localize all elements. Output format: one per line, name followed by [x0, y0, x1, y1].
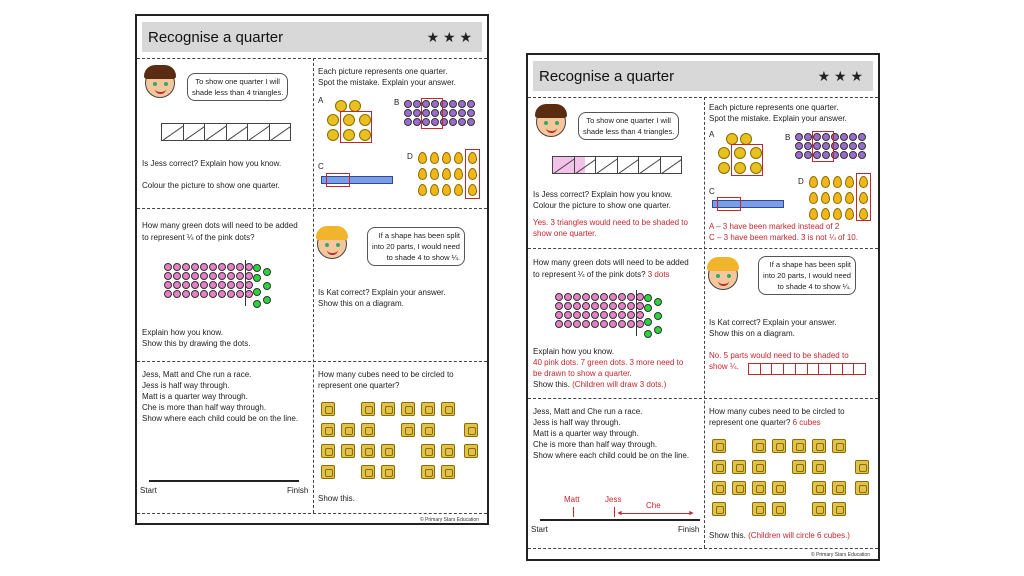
q4-text-1: Is Kat correct? Explain your answer. — [709, 318, 837, 327]
che-marker-label: Che — [646, 501, 661, 510]
q5-text-3: Matt is a quarter way through. — [142, 392, 248, 401]
jess-avatar — [536, 107, 566, 137]
q3-text-4: Show this. (Children will draw 3 dots.) — [533, 380, 667, 389]
q3-text-3: Explain how you know. — [533, 347, 614, 356]
q3-text-2: to represent ¼ of the pink dots? 3 dots — [533, 270, 670, 279]
q5-text-5: Show where each child could be on the line. — [533, 451, 690, 460]
q6-answer-2: (Children will circle 6 cubes.) — [748, 531, 850, 540]
pink-dots — [164, 263, 253, 298]
kat-speech-bubble: If a shape has been split into 20 parts, I would need to shade 4 to show ¼. — [758, 256, 856, 295]
q6-text-1: How many cubes need to be circled to — [318, 370, 454, 379]
q3-text-3: Explain how you know. — [142, 328, 223, 337]
q4-text-2: Show this on a diagram. — [709, 329, 795, 338]
q3-answer: 3 dots — [647, 270, 670, 279]
q5-text-1: Jess, Matt and Che run a race. — [533, 407, 643, 416]
q6-text-1: How many cubes need to be circled to — [709, 407, 845, 416]
q5-text-2: Jess is half way through. — [142, 381, 230, 390]
q4-text-2: Show this on a diagram. — [318, 299, 404, 308]
q2-answer-2: C – 3 have been marked. 3 is not ¼ of 10. — [709, 233, 858, 242]
q6-text-2: represent one quarter? 6 cubes — [709, 418, 821, 427]
triangle-strip — [161, 123, 291, 141]
q6-text-2: represent one quarter? — [318, 381, 400, 390]
race-finish-label: Finish — [287, 486, 309, 495]
worksheet-header — [533, 61, 873, 91]
q1-instruction: Colour the picture to show one quarter. — [533, 201, 671, 210]
q3-answer-3: (Children will draw 3 dots.) — [572, 380, 667, 389]
worksheet-answers: Recognise a quarter ★ ★ ★ To show one quarter I will shade less than 4 triangles. Is Jess correct? Explain how you know. Colour the picture to show one quarter. Yes. 3 triangles would need to be shaded to show one quarter. Each picture represents one quarter. Spot the mistake. Explain your answer. A B C D A – 3 have been marked instead of 2 C – 3 have been marked. 3 is not ¼ of 10. How many green dots will need to be added to represent ¼ of the pink dots? 3 dots Explain how you know. 40 pink dots. 7 green dots. 3 more need to be drawn to show a quarter. Show this. (Children will draw 3 dots.) If a shape has been split into 20 parts, I would need to shade 4 to show ¼. Is Kat correct? Explain your answer. Show this on a diagram. No. 5 parts would need to be shaded to show ¼. Jess, Matt and Che run a race. Jess is half way through. Matt is a quarter way through. Che is more than half way through. Show where each child could be on the line. Matt Jess Che ◄ ► Start Finish How many cubes need to be circled to represent one quarter? 6 cubes Show this. (Children will circle 6 cubes.) © Primary Stars Education — [526, 53, 880, 561]
q2-text-1: Each picture represents one quarter. — [709, 103, 839, 112]
q1-instruction: Colour the picture to show one quarter. — [142, 181, 280, 190]
q3-answer-1: 40 pink dots. 7 green dots. 3 more need to — [533, 358, 684, 367]
kat-avatar — [708, 260, 738, 290]
q1-answer-2: show one quarter. — [533, 229, 597, 238]
q6-text-3: Show this. (Children will circle 6 cubes.) — [709, 531, 850, 540]
jess-speech-bubble: To show one quarter I will shade less than 4 triangles. — [187, 73, 288, 101]
footer-copyright: © Primary Stars Education — [420, 517, 479, 523]
q4-answer-2: show ¼. — [709, 362, 739, 371]
race-start-label: Start — [531, 525, 548, 534]
worksheet-title: Recognise a quarter — [148, 28, 284, 46]
race-line — [540, 519, 700, 521]
difficulty-stars: ★ ★ ★ — [426, 28, 472, 45]
q1-question: Is Jess correct? Explain how you know. — [142, 159, 282, 168]
q4-answer-1: No. 5 parts would need to be shaded to — [709, 351, 849, 360]
picture-d-label: D — [798, 177, 804, 186]
kat-avatar — [317, 229, 347, 259]
q6-answer: 6 cubes — [792, 418, 821, 427]
race-start-label: Start — [140, 486, 157, 495]
jess-avatar — [145, 68, 175, 98]
q2-text-2: Spot the mistake. Explain your answer. — [318, 78, 456, 87]
q5-text-1: Jess, Matt and Che run a race. — [142, 370, 252, 379]
difficulty-stars: ★ ★ ★ — [817, 67, 863, 84]
picture-b-label: B — [394, 98, 400, 107]
twenty-part-diagram — [748, 363, 866, 375]
picture-c-label: C — [318, 162, 324, 171]
worksheet-questions — [135, 14, 489, 525]
q2-answer-1: A – 3 have been marked instead of 2 — [709, 222, 840, 231]
q2-text-2: Spot the mistake. Explain your answer. — [709, 114, 847, 123]
q1-answer-1: Yes. 3 triangles would need to be shaded to — [533, 218, 688, 227]
pink-dots — [555, 293, 644, 328]
triangle-strip-shaded — [552, 156, 682, 174]
q3-text-2: to represent ¼ of the pink dots? — [142, 233, 255, 242]
q2-text-1: Each picture represents one quarter. — [318, 67, 448, 76]
picture-b-label: B — [785, 133, 791, 142]
q5-text-3: Matt is a quarter way through. — [533, 429, 639, 438]
q5-text-4: Che is more than half way through. — [533, 440, 658, 449]
q3-answer-2: be drawn to show a quarter. — [533, 369, 632, 378]
worksheet-header — [142, 22, 482, 52]
jess-speech-bubble: To show one quarter I will shade less than 4 triangles. — [578, 112, 679, 140]
q5-text-4: Che is more than half way through. — [142, 403, 267, 412]
picture-a-label: A — [709, 130, 715, 139]
q6-text-3: Show this. — [318, 494, 355, 503]
worksheet-title: Recognise a quarter — [539, 67, 675, 85]
q5-text-5: Show where each child could be on the line. — [142, 414, 299, 423]
race-line — [149, 480, 299, 482]
matt-marker-label: Matt — [564, 495, 580, 504]
q5-text-2: Jess is half way through. — [533, 418, 621, 427]
race-finish-label: Finish — [678, 525, 700, 534]
q3-text-4: Show this by drawing the dots. — [142, 339, 251, 348]
q3-text-1: How many green dots will need to be added — [142, 221, 298, 230]
kat-speech-bubble: If a shape has been split into 20 parts, I would need to shade 4 to show ¼. — [367, 227, 465, 266]
picture-c-label: C — [709, 187, 715, 196]
picture-d-label: D — [407, 152, 413, 161]
q4-text-1: Is Kat correct? Explain your answer. — [318, 288, 446, 297]
jess-marker-label: Jess — [605, 495, 622, 504]
q1-question: Is Jess correct? Explain how you know. — [533, 190, 673, 199]
q3-text-1: How many green dots will need to be added — [533, 258, 689, 267]
picture-a-label: A — [318, 96, 324, 105]
footer-copyright: © Primary Stars Education — [811, 552, 870, 558]
